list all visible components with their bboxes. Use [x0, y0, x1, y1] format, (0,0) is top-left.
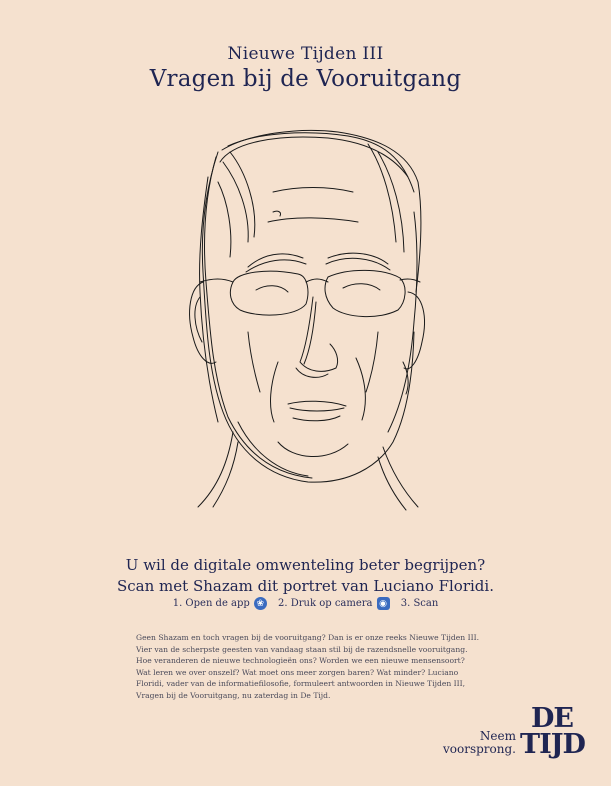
cta-line-1: U wil de digitale omwenteling beter begrijpen? — [125, 556, 486, 574]
shazam-icon: ❀ — [254, 597, 267, 610]
step-camera — [278, 597, 390, 610]
headline: Vragen bij de Vooruitgang — [149, 66, 462, 92]
step-open-app — [173, 597, 267, 610]
portrait-sketch — [178, 122, 448, 512]
kicker: Nieuwe Tijden III — [227, 44, 384, 64]
call-to-action — [0, 555, 611, 597]
camera-icon: ◉ — [377, 597, 390, 610]
slogan-line-2: voorsprong. — [443, 742, 516, 756]
de-tijd-logo — [520, 703, 585, 760]
instruction-steps — [0, 597, 611, 610]
cta-line-2: Scan met Shazam dit portret van Luciano Floridi. — [117, 577, 494, 595]
logo-line-2: TIJD — [520, 729, 585, 760]
body-paragraph: Geen Shazam en toch vragen bij de vooruitgang? Dan is er onze reeks Nieuwe Tijden III. Vier van de scherpste geesten van vandaag staan stil bij de razendsnelle vooruitgang. Hoe veranderen de nieuwe technologieën ons? Worden we een nieuwe mensensoort? Wat leren we over onszelf? Wat moet ons meer zorgen baren? Wat minder? Luciano Floridi, vader van de informatiefilosofie, formuleert antwoorden in Nieuwe Tijden III, Vragen bij de Vooruitgang, nu zaterdag in De Tijd. — [136, 633, 479, 700]
step-label: 2. Druk op camera — [278, 598, 373, 609]
step-scan — [401, 598, 439, 609]
slogan — [443, 730, 516, 756]
title-block — [0, 44, 611, 92]
step-label: 1. Open de app — [172, 598, 250, 609]
logo-line-1: DE — [531, 703, 573, 734]
step-label: 3. Scan — [400, 598, 439, 609]
slogan-line-1: Neem — [479, 729, 516, 743]
